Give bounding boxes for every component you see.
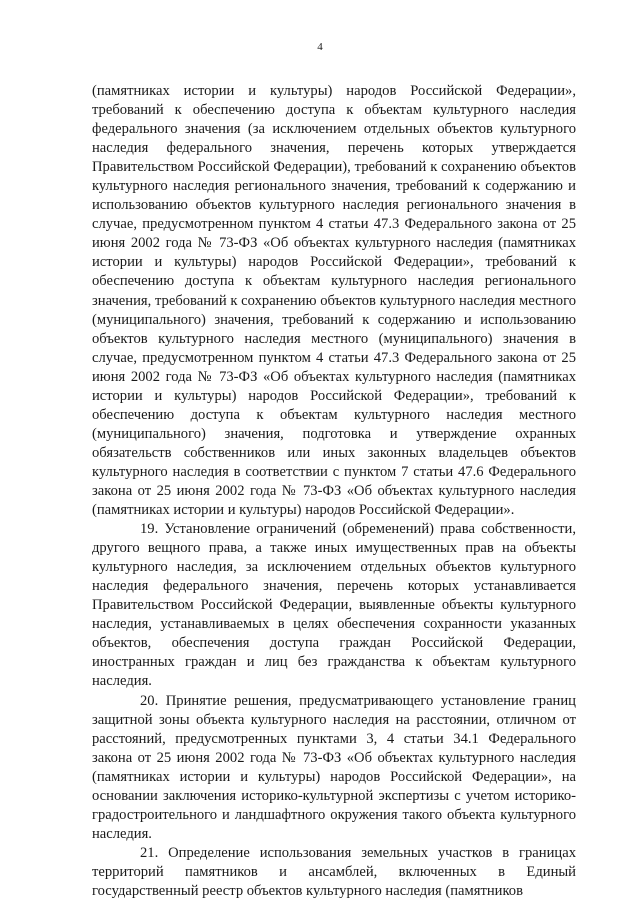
- page-number: 4: [317, 41, 323, 53]
- paragraph-item-20: 20. Принятие решения, предусматривающего установление границ защитной зоны объекта культурного наследия на расстоянии, отличном от расстояний, предусмотренных пунктами 3, 4 статьи 34.1 Федерального закона от 25 июня 2002 года № 73-ФЗ «Об объектах культурного наследия (памятниках истории и культуры) народов Российской Федерации», на основании заключения историко-культурной экспертизы с учетом историко-градостроительного и ландшафтного окружения такого объекта культурного наследия.: [92, 692, 576, 842]
- paragraph-item-21: 21. Определение использования земельных участков в границах территорий памятников и ансамблей, включенных в Единый государственный реестр объектов культурного наследия (памятников: [92, 844, 576, 899]
- paragraph-continuation: (памятниках истории и культуры) народов Российской Федерации», требований к обеспечению доступа к объектам культурного наследия федерального значения (за исключением отдельных объектов культурного наследия федерального значения, перечень которых утверждается Правительством Российской Федерации), требований к сохранению объектов культурного наследия регионального значения, требований к содержанию и использованию объектов культурного наследия регионального значения в случае, предусмотренном пунктом 4 статьи 47.3 Федерального закона от 25 июня 2002 года № 73-ФЗ «Об объектах культурного наследия (памятниках истории и культуры) народов Российской Федерации», требований к обеспечению доступа к объектам культурного наследия регионального значения, требований к сохранению объектов культурного наследия местного (муниципального) значения, требований к содержанию и использованию объектов культурного наследия местного (муниципального) значения в случае, предусмотренном пунктом 4 статьи 47.3 Федерального закона от 25 июня 2002 года № 73-ФЗ «Об объектах культурного наследия (памятниках истории и культуры) народов Российской Федерации», требований к обеспечению доступа к объектам культурного наследия местного (муниципального) значения, подготовка и утверждение охранных обязательств собственников или иных законных владельцев объектов культурного наследия в соответствии с пунктом 7 статьи 47.6 Федерального закона от 25 июня 2002 года № 73-ФЗ «Об объектах культурного наследия (памятниках истории и культуры) народов Российской Федерации».: [92, 83, 576, 519]
- paragraph-item-19: 19. Установление ограничений (обременений) права собственности, другого вещного права, а также иных имущественных прав на объекты культурного наследия, за исключением отдельных объектов культурного наследия федерального значения, перечень которых устанавливается Правительством Российской Федерации, выявленные объекты культурного наследия, устанавливаемых в целях обеспечения сохранности указанных объектов, обеспечения доступа граждан Российской Федерации, иностранных граждан и лиц без гражданства к объектам культурного наследия.: [92, 521, 576, 690]
- document-body: [92, 82, 576, 901]
